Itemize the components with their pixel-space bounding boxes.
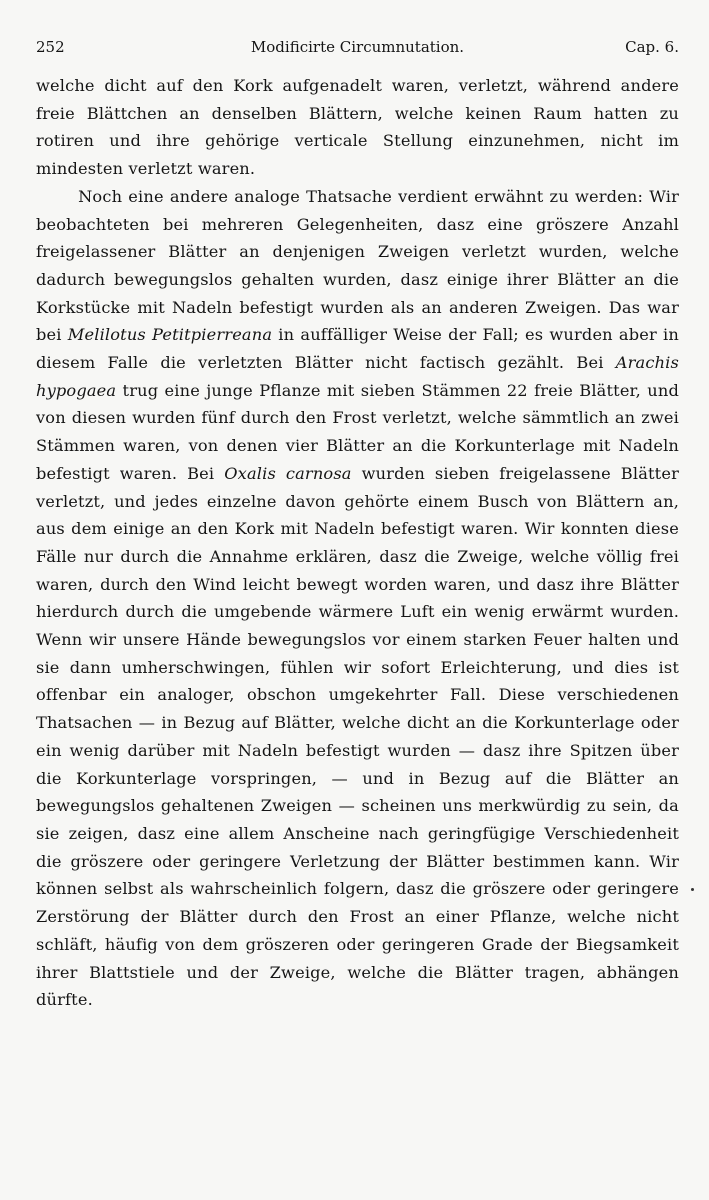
running-head (36, 34, 679, 60)
running-title: Modificirte Circumnutation. (250, 38, 465, 56)
main-text (36, 72, 679, 1014)
page-number: 252 (36, 38, 65, 56)
species-name-arachis: Arachis hypogaea (36, 353, 679, 400)
paragraph-text-part-2: in auffälliger Weise der Fall; es wurden aber in diesem Falle die verletzten Blätter nicht factisch gezählt. Bei (36, 325, 679, 373)
paragraph-frost-observations (36, 183, 679, 1014)
paragraph-text-part-4: wurden sieben freigelassene Blätter verletzt, und jedes einzelne davon gehörte einem Busch von Blättern an, aus dem einige an den Kork mit Nadeln befestigt waren. Wir konnten diese Fälle nur durch die Annahme erklären, dasz die Zweige, welche völlig frei waren, durch den Wind leicht bewegt worden waren, und dasz ihre Blätter hierdurch durch die umgebende wärmere Luft ein wenig erwärmt wurden. Wenn wir unsere Hände bewegungslos vor einem starken Feuer halten und sie dann umherschwingen, fühlen wir sofort Erleichterung, und dies ist offenbar ein analoger, obschon umgekehrter Fall. Diese verschiedenen Thatsachen — in Bezug auf Blätter, welche dicht an die Korkunterlage oder ein wenig darüber mit Nadeln befestigt wurden — dasz ihre Spitzen über die Korkunterlage vorspringen, — und in Bezug auf die Blätter an bewegungslos gehaltenen Zweigen — scheinen uns merkwürdig zu sein, da sie zeigen, dasz eine allem Anscheine nach geringfügige Verschiedenheit die gröszere oder geringere Verletzung der Blätter bestimmen kann. Wir können selbst als wahrscheinlich folgern, dasz die gröszere oder geringere Zerstörung der Blätter durch den Frost an einer Pflanze, welche nicht schläft, häufig von dem gröszeren oder geringeren Grade der Biegsamkeit ihrer Blattstiele und der Zweige, welche die Blätter tragen, abhängen dürfte. (36, 463, 679, 1010)
chapter-label: Cap. 6. (625, 38, 679, 56)
print-speck (691, 888, 694, 891)
paragraph-text-part-3: trug eine junge Pflanze mit sieben Stämmen 22 freie Blätter, und von diesen wurden fünf durch den Frost verletzt, welche sämmtlich an zwei Stämmen waren, von denen vier Blätter an die Korkunterlage mit Nadeln befestigt waren. Bei (36, 380, 679, 483)
species-name-melilotus: Melilotus Petitpierreana (67, 325, 273, 345)
paragraph-text-part-1: Noch eine andere analoge Thatsache verdient erwähnt zu werden: Wir beobachteten bei mehreren Gelegenheiten, dasz eine gröszere Anzahl freigelassener Blätter an denjenigen Zweigen verletzt wurden, welche dadurch bewegungslos gehalten wurden, dasz einige ihrer Blätter an die Korkstücke mit Nadeln befestigt wurden als an anderen Zweigen. Das war bei (36, 186, 679, 345)
paragraph-continuation: welche dicht auf den Kork aufgenadelt waren, verletzt, während andere freie Blättchen an denselben Blättern, welche keinen Raum hatten zu rotiren und ihre gehörige verticale Stellung einzunehmen, nicht im mindesten verletzt waren. (36, 76, 679, 179)
species-name-oxalis: Oxalis carnosa (224, 463, 352, 483)
